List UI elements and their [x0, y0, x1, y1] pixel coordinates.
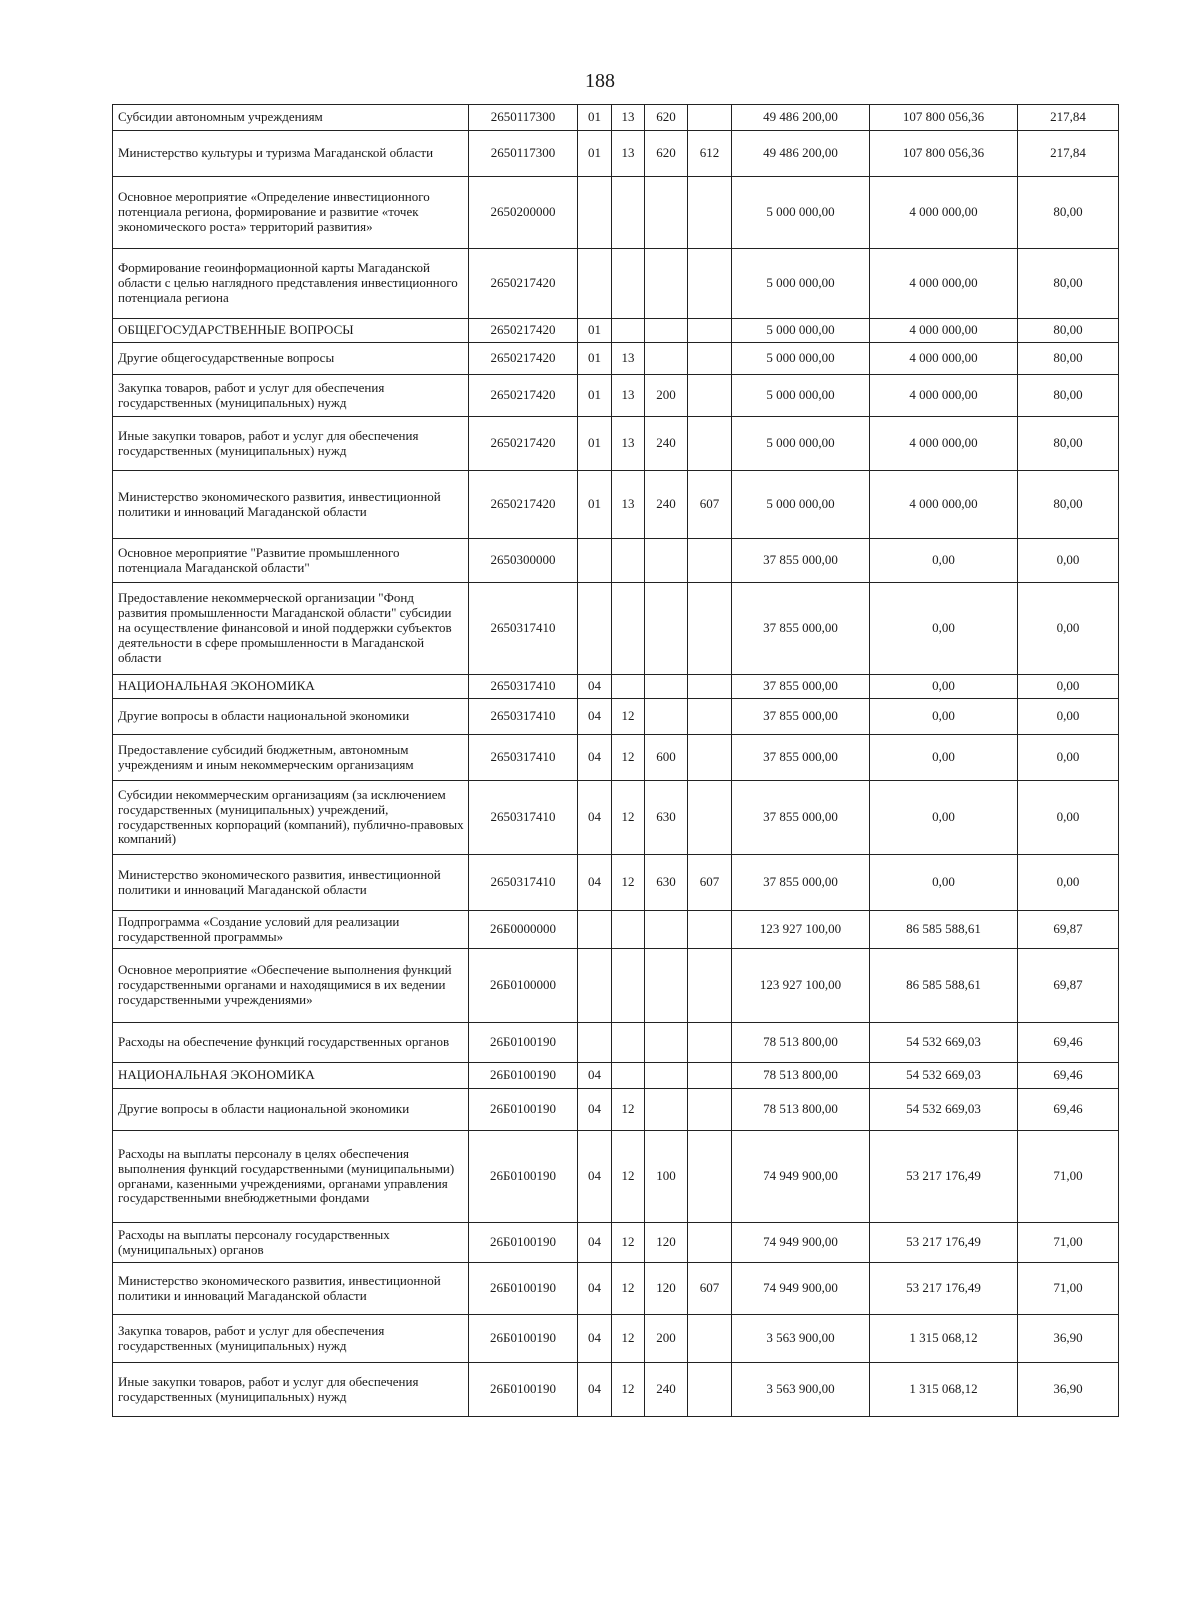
cell-section: 04 — [578, 1223, 612, 1263]
cell-section — [578, 949, 612, 1023]
table-row — [113, 1131, 1119, 1223]
cell-planned: 78 513 800,00 — [732, 1063, 870, 1089]
cell-section — [578, 249, 612, 319]
cell-planned: 37 855 000,00 — [732, 539, 870, 583]
cell-administrator — [688, 319, 732, 343]
cell-name: Основное мероприятие "Развитие промышленного потенциала Магаданской области" — [113, 539, 469, 583]
cell-planned: 5 000 000,00 — [732, 343, 870, 375]
cell-administrator — [688, 177, 732, 249]
cell-section: 01 — [578, 375, 612, 417]
cell-expense-type: 630 — [645, 781, 688, 855]
cell-expense-type — [645, 539, 688, 583]
cell-administrator — [688, 1131, 732, 1223]
cell-administrator — [688, 1223, 732, 1263]
cell-expense-type — [645, 343, 688, 375]
cell-section — [578, 911, 612, 949]
cell-administrator — [688, 105, 732, 131]
cell-administrator — [688, 1089, 732, 1131]
cell-percent: 69,46 — [1018, 1023, 1119, 1063]
cell-percent: 80,00 — [1018, 319, 1119, 343]
cell-subsection — [612, 675, 645, 699]
cell-percent: 80,00 — [1018, 249, 1119, 319]
cell-name: Министерство культуры и туризма Магаданской области — [113, 131, 469, 177]
cell-planned: 49 486 200,00 — [732, 131, 870, 177]
cell-planned: 37 855 000,00 — [732, 583, 870, 675]
cell-expense-type — [645, 1063, 688, 1089]
cell-subsection: 13 — [612, 343, 645, 375]
table-row — [113, 583, 1119, 675]
cell-planned: 123 927 100,00 — [732, 911, 870, 949]
table-row — [113, 375, 1119, 417]
cell-administrator — [688, 343, 732, 375]
table-row — [113, 1063, 1119, 1089]
cell-percent: 0,00 — [1018, 583, 1119, 675]
cell-name: Основное мероприятие «Определение инвестиционного потенциала региона, формирование и развитие «точек экономического роста» территорий развития» — [113, 177, 469, 249]
cell-target-code: 2650117300 — [469, 131, 578, 177]
cell-administrator: 607 — [688, 855, 732, 911]
cell-section: 04 — [578, 781, 612, 855]
cell-administrator — [688, 675, 732, 699]
cell-name: Министерство экономического развития, инвестиционной политики и инноваций Магаданской области — [113, 855, 469, 911]
cell-planned: 3 563 900,00 — [732, 1315, 870, 1363]
cell-planned: 74 949 900,00 — [732, 1131, 870, 1223]
cell-subsection: 12 — [612, 1315, 645, 1363]
cell-target-code: 2650317410 — [469, 855, 578, 911]
cell-section: 04 — [578, 675, 612, 699]
cell-percent: 71,00 — [1018, 1263, 1119, 1315]
budget-table — [112, 104, 1119, 1417]
cell-administrator: 612 — [688, 131, 732, 177]
cell-administrator — [688, 1063, 732, 1089]
table-row — [113, 911, 1119, 949]
cell-executed: 4 000 000,00 — [870, 177, 1018, 249]
cell-subsection: 13 — [612, 417, 645, 471]
table-row — [113, 319, 1119, 343]
cell-executed: 0,00 — [870, 699, 1018, 735]
cell-section: 01 — [578, 105, 612, 131]
cell-planned: 78 513 800,00 — [732, 1023, 870, 1063]
cell-percent: 0,00 — [1018, 781, 1119, 855]
cell-name: Субсидии автономным учреждениям — [113, 105, 469, 131]
table-row — [113, 105, 1119, 131]
cell-percent: 36,90 — [1018, 1363, 1119, 1417]
cell-subsection: 12 — [612, 781, 645, 855]
cell-subsection: 12 — [612, 699, 645, 735]
cell-section: 04 — [578, 1089, 612, 1131]
cell-target-code: 26Б0100000 — [469, 949, 578, 1023]
cell-subsection — [612, 249, 645, 319]
cell-expense-type — [645, 675, 688, 699]
cell-section: 04 — [578, 1315, 612, 1363]
cell-name: Предоставление субсидий бюджетным, автономным учреждениям и иным некоммерческим организациям — [113, 735, 469, 781]
cell-subsection: 12 — [612, 1089, 645, 1131]
table-row — [113, 949, 1119, 1023]
cell-target-code: 2650200000 — [469, 177, 578, 249]
table-row — [113, 417, 1119, 471]
cell-administrator — [688, 1315, 732, 1363]
cell-planned: 74 949 900,00 — [732, 1263, 870, 1315]
cell-administrator — [688, 699, 732, 735]
cell-planned: 5 000 000,00 — [732, 471, 870, 539]
table-row — [113, 539, 1119, 583]
cell-name: Расходы на выплаты персоналу в целях обеспечения выполнения функций государственными (муниципальными) органами, казенными учреждениями, органами управления государственными внебюджетными фондами — [113, 1131, 469, 1223]
cell-section: 04 — [578, 1363, 612, 1417]
cell-percent: 80,00 — [1018, 177, 1119, 249]
table-row — [113, 1089, 1119, 1131]
cell-executed: 54 532 669,03 — [870, 1023, 1018, 1063]
cell-name: Другие вопросы в области национальной экономики — [113, 699, 469, 735]
cell-target-code: 2650317410 — [469, 675, 578, 699]
cell-subsection: 12 — [612, 1263, 645, 1315]
cell-subsection — [612, 1023, 645, 1063]
cell-expense-type: 240 — [645, 417, 688, 471]
cell-section — [578, 1023, 612, 1063]
cell-section: 01 — [578, 131, 612, 177]
cell-percent: 0,00 — [1018, 699, 1119, 735]
cell-executed: 54 532 669,03 — [870, 1063, 1018, 1089]
cell-target-code: 26Б0100190 — [469, 1223, 578, 1263]
cell-executed: 107 800 056,36 — [870, 131, 1018, 177]
cell-name: Закупка товаров, работ и услуг для обеспечения государственных (муниципальных) нужд — [113, 1315, 469, 1363]
cell-expense-type — [645, 249, 688, 319]
cell-subsection: 12 — [612, 1223, 645, 1263]
cell-subsection — [612, 539, 645, 583]
cell-percent: 71,00 — [1018, 1223, 1119, 1263]
cell-executed: 4 000 000,00 — [870, 343, 1018, 375]
cell-target-code: 26Б0100190 — [469, 1023, 578, 1063]
cell-percent: 69,46 — [1018, 1089, 1119, 1131]
cell-target-code: 2650217420 — [469, 417, 578, 471]
table-row — [113, 177, 1119, 249]
cell-target-code: 2650317410 — [469, 583, 578, 675]
cell-planned: 3 563 900,00 — [732, 1363, 870, 1417]
cell-name: Основное мероприятие «Обеспечение выполнения функций государственными органами и находящимися в их ведении государственными учреждениями» — [113, 949, 469, 1023]
cell-subsection: 12 — [612, 855, 645, 911]
cell-percent: 69,46 — [1018, 1063, 1119, 1089]
cell-name: Формирование геоинформационной карты Магаданской области с целью наглядного представления инвестиционного потенциала региона — [113, 249, 469, 319]
cell-expense-type — [645, 911, 688, 949]
table-row — [113, 675, 1119, 699]
cell-subsection: 13 — [612, 131, 645, 177]
cell-expense-type: 600 — [645, 735, 688, 781]
cell-executed: 0,00 — [870, 583, 1018, 675]
cell-target-code: 26Б0100190 — [469, 1263, 578, 1315]
cell-subsection — [612, 583, 645, 675]
cell-planned: 5 000 000,00 — [732, 319, 870, 343]
cell-expense-type: 630 — [645, 855, 688, 911]
cell-planned: 49 486 200,00 — [732, 105, 870, 131]
cell-percent: 36,90 — [1018, 1315, 1119, 1363]
cell-planned: 123 927 100,00 — [732, 949, 870, 1023]
table-row — [113, 735, 1119, 781]
cell-executed: 4 000 000,00 — [870, 249, 1018, 319]
cell-executed: 1 315 068,12 — [870, 1363, 1018, 1417]
cell-percent: 80,00 — [1018, 471, 1119, 539]
cell-administrator — [688, 735, 732, 781]
cell-section: 04 — [578, 735, 612, 781]
cell-subsection: 13 — [612, 471, 645, 539]
cell-expense-type — [645, 583, 688, 675]
cell-name: Иные закупки товаров, работ и услуг для обеспечения государственных (муниципальных) нужд — [113, 1363, 469, 1417]
cell-target-code: 26Б0100190 — [469, 1315, 578, 1363]
cell-administrator — [688, 949, 732, 1023]
cell-section: 01 — [578, 417, 612, 471]
cell-subsection: 13 — [612, 105, 645, 131]
cell-expense-type: 120 — [645, 1263, 688, 1315]
cell-name: НАЦИОНАЛЬНАЯ ЭКОНОМИКА — [113, 675, 469, 699]
cell-subsection — [612, 911, 645, 949]
cell-name: НАЦИОНАЛЬНАЯ ЭКОНОМИКА — [113, 1063, 469, 1089]
cell-subsection — [612, 949, 645, 1023]
table-row — [113, 343, 1119, 375]
table-row — [113, 699, 1119, 735]
cell-section — [578, 539, 612, 583]
cell-expense-type: 620 — [645, 131, 688, 177]
cell-planned: 37 855 000,00 — [732, 781, 870, 855]
table-row — [113, 781, 1119, 855]
cell-executed: 53 217 176,49 — [870, 1263, 1018, 1315]
cell-subsection: 12 — [612, 735, 645, 781]
cell-planned: 37 855 000,00 — [732, 855, 870, 911]
cell-administrator — [688, 781, 732, 855]
cell-planned: 78 513 800,00 — [732, 1089, 870, 1131]
cell-subsection: 12 — [612, 1363, 645, 1417]
cell-section: 04 — [578, 1063, 612, 1089]
cell-expense-type — [645, 949, 688, 1023]
page-number: 188 — [585, 70, 615, 92]
cell-executed: 4 000 000,00 — [870, 417, 1018, 471]
cell-target-code: 26Б0100190 — [469, 1131, 578, 1223]
cell-percent: 80,00 — [1018, 343, 1119, 375]
cell-name: Закупка товаров, работ и услуг для обеспечения государственных (муниципальных) нужд — [113, 375, 469, 417]
cell-planned: 74 949 900,00 — [732, 1223, 870, 1263]
cell-percent: 217,84 — [1018, 105, 1119, 131]
table-row — [113, 1363, 1119, 1417]
cell-planned: 37 855 000,00 — [732, 675, 870, 699]
table-row — [113, 1315, 1119, 1363]
cell-section: 04 — [578, 855, 612, 911]
cell-name: ОБЩЕГОСУДАРСТВЕННЫЕ ВОПРОСЫ — [113, 319, 469, 343]
cell-name: Подпрограмма «Создание условий для реализации государственной программы» — [113, 911, 469, 949]
cell-target-code: 2650317410 — [469, 699, 578, 735]
cell-section — [578, 583, 612, 675]
cell-name: Иные закупки товаров, работ и услуг для обеспечения государственных (муниципальных) нужд — [113, 417, 469, 471]
cell-percent: 69,87 — [1018, 949, 1119, 1023]
cell-name: Министерство экономического развития, инвестиционной политики и инноваций Магаданской области — [113, 1263, 469, 1315]
cell-executed: 4 000 000,00 — [870, 471, 1018, 539]
cell-target-code: 2650217420 — [469, 319, 578, 343]
cell-administrator — [688, 583, 732, 675]
cell-target-code: 2650117300 — [469, 105, 578, 131]
cell-executed: 0,00 — [870, 539, 1018, 583]
cell-executed: 54 532 669,03 — [870, 1089, 1018, 1131]
table-row — [113, 1023, 1119, 1063]
cell-planned: 5 000 000,00 — [732, 375, 870, 417]
cell-administrator — [688, 1363, 732, 1417]
cell-target-code: 26Б0100190 — [469, 1089, 578, 1131]
cell-target-code: 2650217420 — [469, 249, 578, 319]
cell-name: Предоставление некоммерческой организации "Фонд развития промышленности Магаданской области" субсидии на осуществление финансовой и иной поддержки субъектов деятельности в сфере промышленности в Магаданской области — [113, 583, 469, 675]
table-row — [113, 855, 1119, 911]
cell-name: Министерство экономического развития, инвестиционной политики и инноваций Магаданской области — [113, 471, 469, 539]
cell-executed: 0,00 — [870, 781, 1018, 855]
table-row — [113, 1263, 1119, 1315]
cell-percent: 0,00 — [1018, 855, 1119, 911]
cell-expense-type: 100 — [645, 1131, 688, 1223]
cell-planned: 37 855 000,00 — [732, 735, 870, 781]
cell-target-code: 26Б0100190 — [469, 1063, 578, 1089]
cell-planned: 37 855 000,00 — [732, 699, 870, 735]
table-row — [113, 1223, 1119, 1263]
cell-executed: 107 800 056,36 — [870, 105, 1018, 131]
cell-target-code: 26Б0000000 — [469, 911, 578, 949]
cell-percent: 0,00 — [1018, 735, 1119, 781]
cell-target-code: 2650217420 — [469, 343, 578, 375]
cell-expense-type — [645, 319, 688, 343]
cell-executed: 0,00 — [870, 675, 1018, 699]
cell-section: 01 — [578, 471, 612, 539]
cell-percent: 80,00 — [1018, 417, 1119, 471]
cell-expense-type: 240 — [645, 1363, 688, 1417]
cell-target-code: 2650217420 — [469, 471, 578, 539]
cell-administrator — [688, 911, 732, 949]
cell-administrator: 607 — [688, 471, 732, 539]
cell-target-code: 2650317410 — [469, 735, 578, 781]
cell-administrator — [688, 539, 732, 583]
cell-target-code: 2650300000 — [469, 539, 578, 583]
cell-executed: 53 217 176,49 — [870, 1131, 1018, 1223]
cell-section: 01 — [578, 343, 612, 375]
cell-subsection — [612, 1063, 645, 1089]
cell-administrator — [688, 249, 732, 319]
table-row — [113, 249, 1119, 319]
cell-subsection: 13 — [612, 375, 645, 417]
cell-expense-type: 620 — [645, 105, 688, 131]
cell-executed: 1 315 068,12 — [870, 1315, 1018, 1363]
cell-expense-type: 200 — [645, 1315, 688, 1363]
cell-subsection — [612, 177, 645, 249]
cell-executed: 86 585 588,61 — [870, 949, 1018, 1023]
table-row — [113, 131, 1119, 177]
cell-planned: 5 000 000,00 — [732, 177, 870, 249]
cell-percent: 80,00 — [1018, 375, 1119, 417]
cell-section: 04 — [578, 1263, 612, 1315]
cell-subsection: 12 — [612, 1131, 645, 1223]
cell-planned: 5 000 000,00 — [732, 417, 870, 471]
cell-percent: 69,87 — [1018, 911, 1119, 949]
cell-subsection — [612, 319, 645, 343]
cell-expense-type — [645, 1023, 688, 1063]
cell-target-code: 2650317410 — [469, 781, 578, 855]
cell-target-code: 26Б0100190 — [469, 1363, 578, 1417]
cell-expense-type: 120 — [645, 1223, 688, 1263]
cell-administrator — [688, 1023, 732, 1063]
cell-expense-type — [645, 699, 688, 735]
cell-percent: 71,00 — [1018, 1131, 1119, 1223]
cell-executed: 0,00 — [870, 855, 1018, 911]
cell-target-code: 2650217420 — [469, 375, 578, 417]
cell-name: Расходы на обеспечение функций государственных органов — [113, 1023, 469, 1063]
cell-percent: 0,00 — [1018, 539, 1119, 583]
cell-percent: 0,00 — [1018, 675, 1119, 699]
cell-executed: 53 217 176,49 — [870, 1223, 1018, 1263]
cell-executed: 4 000 000,00 — [870, 375, 1018, 417]
cell-expense-type: 240 — [645, 471, 688, 539]
cell-administrator — [688, 417, 732, 471]
cell-executed: 4 000 000,00 — [870, 319, 1018, 343]
cell-section: 04 — [578, 1131, 612, 1223]
cell-name: Расходы на выплаты персоналу государственных (муниципальных) органов — [113, 1223, 469, 1263]
cell-section — [578, 177, 612, 249]
cell-administrator: 607 — [688, 1263, 732, 1315]
cell-executed: 86 585 588,61 — [870, 911, 1018, 949]
cell-percent: 217,84 — [1018, 131, 1119, 177]
cell-section: 04 — [578, 699, 612, 735]
cell-name: Другие общегосударственные вопросы — [113, 343, 469, 375]
cell-name: Субсидии некоммерческим организациям (за исключением государственных (муниципальных) учреждений, государственных корпораций (компаний), публично-правовых компаний) — [113, 781, 469, 855]
cell-administrator — [688, 375, 732, 417]
cell-section: 01 — [578, 319, 612, 343]
cell-expense-type: 200 — [645, 375, 688, 417]
cell-name: Другие вопросы в области национальной экономики — [113, 1089, 469, 1131]
cell-planned: 5 000 000,00 — [732, 249, 870, 319]
table-row — [113, 471, 1119, 539]
cell-expense-type — [645, 177, 688, 249]
cell-executed: 0,00 — [870, 735, 1018, 781]
cell-expense-type — [645, 1089, 688, 1131]
